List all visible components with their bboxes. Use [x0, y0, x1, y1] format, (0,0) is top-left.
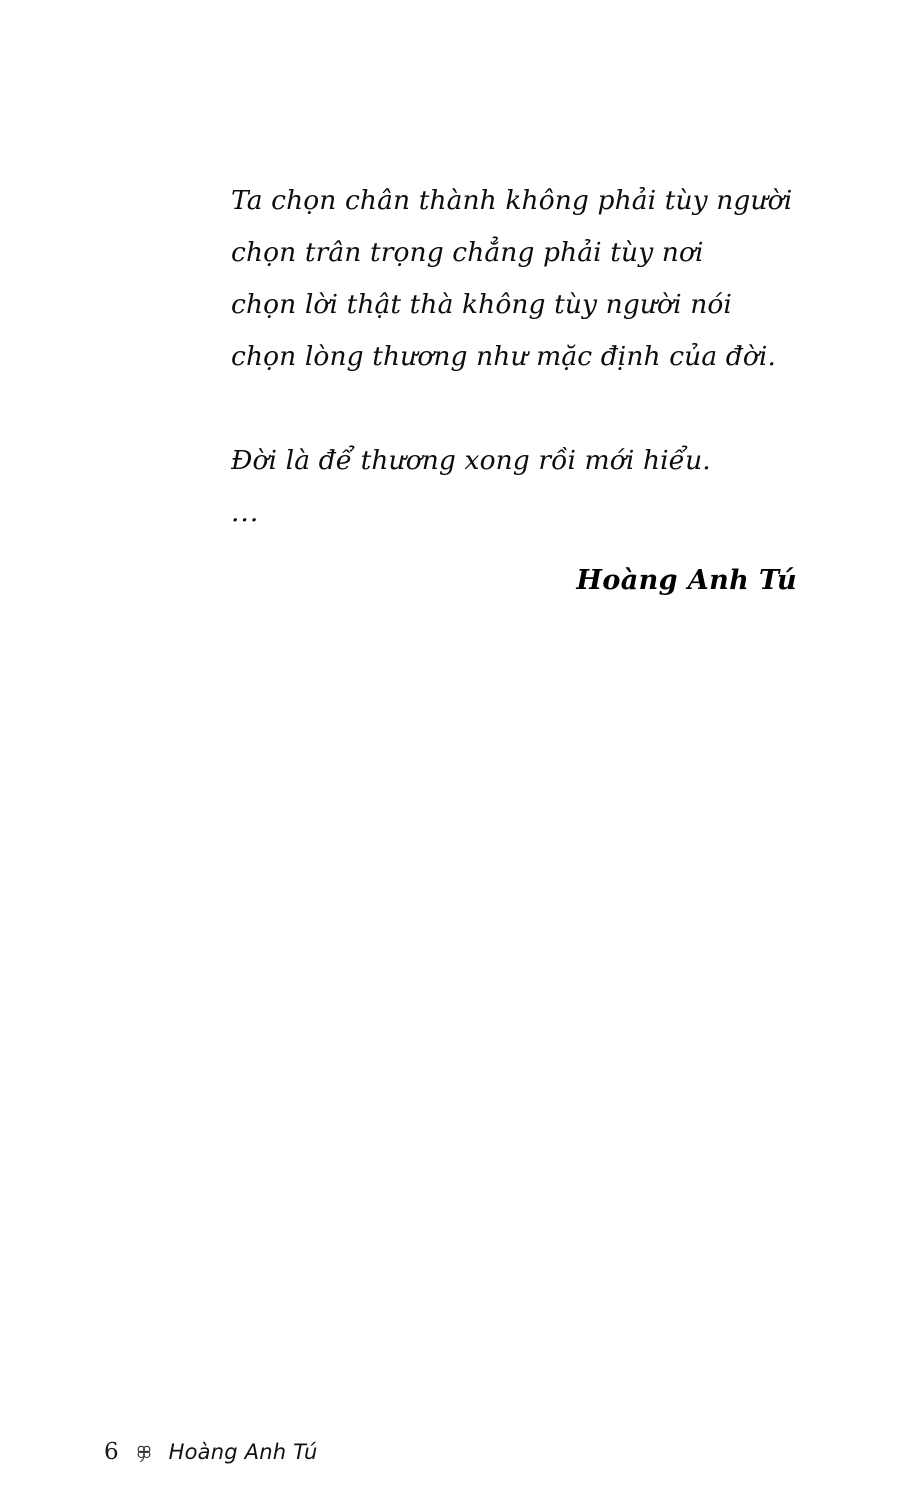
poem-ellipsis: ... — [231, 497, 260, 528]
flower-icon — [133, 1442, 155, 1464]
poem-line: Đời là để thương xong rồi mới hiểu. — [231, 445, 711, 476]
poem-line: chọn lời thật thà không tùy người nói — [231, 289, 733, 320]
poem-line: Ta chọn chân thành không phải tùy người — [231, 185, 793, 216]
footer-author-name: Hoàng Anh Tú — [168, 1440, 318, 1464]
page-number: 6 — [104, 1439, 119, 1465]
page-footer — [104, 1441, 318, 1464]
poem-line: chọn lòng thương như mặc định của đời. — [231, 341, 776, 372]
poem-line: chọn trân trọng chẳng phải tùy nơi — [231, 237, 704, 268]
stanza-spacer — [231, 383, 831, 435]
poem-body — [231, 175, 831, 539]
author-credit: Hoàng Anh Tú — [576, 565, 797, 596]
